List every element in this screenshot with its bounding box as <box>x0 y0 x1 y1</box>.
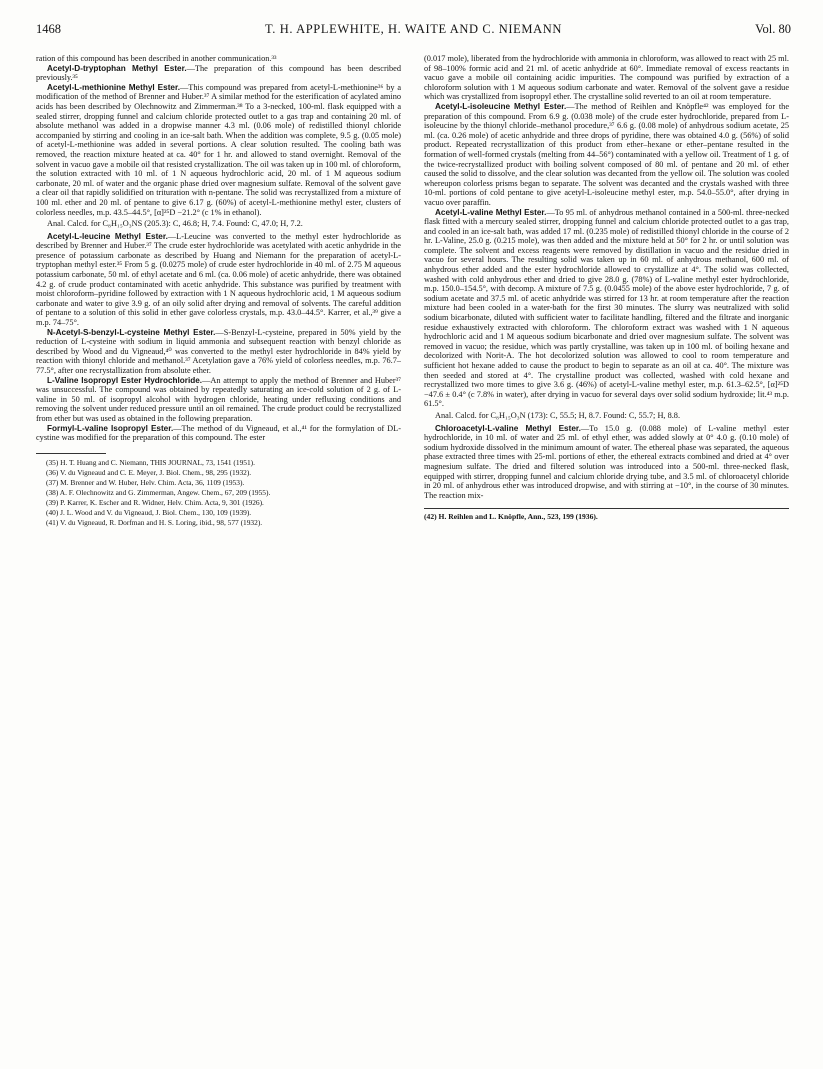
section-body: —The method of Reihlen and Knöpfle⁴² was employed for the preparation of this compound. From 6.9 g. (0.038 mole) of the crude ester hydrochloride, prepared from L-isoleucine by the thionyl chloride–methanol procedure,³⁷ 6.6 g. (0.08 mole) of anhydrous sodium acetate, 25 ml. (ca. 0.26 mole) of acetic anhydride and three drops of pyridine, there was obtained 4.0 g. (56%) of solid product. Repeated recrystallization of this product from ether–hexane or ether–pentane resulted in the formation of well-formed crystals (melting from 44–56°) contaminated with a yellow oil. Treatment of 1 g. of the twice-recrystallized product with boiling solvent composed of 80 ml. of pentane and 20 ml. of ether caused the solid to dissolve, and the clear solution was decanted from the yellow oil. The solution was cooled whereupon colorless prisms began to separate. The solvent was decanted and the crystals washed with three 10-ml. portions of cold pentane to give acetyl-L-isoleucine methyl ester, m.p. 54.0–55.0°, after drying in vacuo over paraffin. <box>424 101 789 207</box>
running-authors: T. H. APPLEWHITE, H. WAITE AND C. NIEMANN <box>264 22 563 36</box>
section-heading: Acetyl-L-leucine Methyl Ester. <box>47 231 168 241</box>
section-valine-isopropyl <box>36 376 401 424</box>
section-heading: Acetyl-L-isoleucine Methyl Ester. <box>435 101 567 111</box>
section-acetyl-isoleucine <box>424 102 789 208</box>
footnote: (38) A. F. Olechnowitz and G. Zimmerman, Angew. Chem., 67, 209 (1955). <box>46 487 271 497</box>
section-body: —S-Benzyl-L-cysteine, prepared in 50% yield by the reduction of L-cysteine with sodium in liquid ammonia and subsequent reaction with benzyl chloride as described by Wood and du Vigneaud,⁴⁰ was converted to the methyl ester hydrochloride in 84% yield by reaction with thionyl chloride and methanol.³⁷ Acetylation gave a 76% yield of colorless needles, m.p. 76.7–77.5°, after one recrystallization from absolute ether. <box>36 327 401 375</box>
right-column <box>424 54 789 1059</box>
analysis-valine: Anal. Calcd. for C₈H₁₅O₃N (173): C, 55.5; H, 8.7. Found: C, 55.7; H, 8.8. <box>435 410 681 420</box>
section-heading: Chloroacetyl-L-valine Methyl Ester. <box>435 423 581 433</box>
section-acetyl-valine <box>424 208 789 409</box>
footnote-divider <box>424 508 789 509</box>
section-acetyl-leucine <box>36 232 401 328</box>
footnote: (35) H. T. Huang and C. Niemann, THIS JOURNAL, 73, 1541 (1951). <box>46 457 255 467</box>
section-body: —The preparation of this compound has been described previously.³⁵ <box>36 63 401 83</box>
section-body: —This compound was prepared from acetyl-L-methionine³⁶ by a modification of the method of Brenner and Huber.³⁷ A similar method for the esterification of acylated amino acids has been described by Olechnowitz and Zimmerman.³⁸ To a 3-necked, 100-ml. flask equipped with a sealed stirrer, dropping funnel and calcium chloride protected outlet to a gas trap and containing 20 ml. of absolute methanol was added in a dropwise manner 4.3 ml. (0.06 mole) of redistilled thionyl chloride accompanied by stirring and cooling in an ice-salt bath. When the addition was complete, 9.5 g. (0.05 mole) of acetyl-L-methionine was added in several portions. A clear solution resulted. The cooling bath was removed, the reaction mixture heated at ca. 40° for 1 hr. and allowed to stand overnight. Removal of the solvent in vacuo gave a mobile oil that resisted crystallization. The oil was taken up in 100 ml. of chloroform, the solution extracted with 10 ml. of 1 N aqueous hydrochloric acid, 20 ml. of 1 M aqueous sodium carbonate, 20 ml. of water and the organic phase dried over magnesium sulfate. Removal of the solvent gave a clear oil that rapidly solidified on trituration with n-pentane. The solid was recrystallized from a mixture of 100 ml. ether and 20 ml. of pentane to give 6.17 g. (60%) of acetyl-L-methionine methyl ester, clusters of colorless needles, m.p. 43.5–44.5°, [α]²⁵D −21.2° (c 1% in ethanol). <box>36 82 401 217</box>
section-acetyl-methionine <box>36 83 401 217</box>
section-body: —An attempt to apply the method of Brenner and Huber³⁷ was unsuccessful. The compound was obtained by repeatedly saturating an ice-cold solution of 2 g. of L-valine in 50 ml. of isopropyl alcohol with hydrogen chloride, heating under refluxing conditions and removing the solvent under reduced pressure until an oil remained. The crude product could be recrystallized from ether but was used as obtained in the following preparation. <box>36 375 401 423</box>
section-heading: Acetyl-L-methionine Methyl Ester. <box>47 82 180 92</box>
continued-paragraph: ration of this compound has been described in another communication.³³ <box>36 54 277 63</box>
continued-paragraph: (0.017 mole), liberated from the hydrochloride with ammonia in chloroform, was allowed to react with 25 ml. of 98–100% formic acid and 21 ml. of acetic anhydride at 60°. Immediate removal of excess reactants in vacuo gave a mobile oil containing acidic impurities. The compound was purified by extraction of a chloroform solution with 1 M aqueous sodium carbonate and water. Removal of the solvent gave a residue which was crystallized from isopropyl ether. The crystalline solid reverted to an oil at room temperature. <box>424 54 789 102</box>
footnote: (41) V. du Vigneaud, R. Dorfman and H. S. Loring, ibid., 98, 577 (1932). <box>46 517 263 527</box>
section-heading: L-Valine Isopropyl Ester Hydrochloride. <box>47 375 203 385</box>
section-body: —L-Leucine was converted to the methyl ester hydrochloride as described by Brenner and Huber.³⁷ The crude ester hydrochloride was acetylated with acetic anhydride in the presence of potassium carbonate as described by Huang and Niemann for the preparation of acetyl-L-tryptophan methyl ester.³⁵ From 5 g. (0.0275 mole) of crude ester hydrochloride in 40 ml. of 2.75 M aqueous potassium carbonate, 50 ml. of ethyl acetate and 6 ml. (ca. 0.06 mole) of acetic anhydride, there was obtained 4.2 g. of crude product contaminated with acetic anhydride. This substance was purified by treatment with moist chloroform–pyridine followed by extraction with 1 N aqueous hydrochloric acid, 1 M aqueous sodium carbonate and water to give 3.9 g. of an oily solid after drying and removal of solvents. The careful addition of pentane to a solution of this solid in ether gave colorless crystals, m.p. 43.0–44.5°. Karrer, et al.,³⁹ give a m.p. 74–75°. <box>36 231 401 328</box>
section-heading: Acetyl-D-tryptophan Methyl Ester. <box>47 63 187 73</box>
volume-label: Vol. 80 <box>755 22 791 36</box>
analysis-methionine: Anal. Calcd. for C₈H₁₅O₃NS (205.3): C, 46.8; H, 7.4. Found: C, 47.0; H, 7.2. <box>47 219 303 229</box>
footnote: (37) M. Brenner and W. Huber, Helv. Chim. Acta, 36, 1109 (1953). <box>46 477 245 487</box>
footnote: (40) J. L. Wood and V. du Vigneaud, J. Biol. Chem., 130, 109 (1939). <box>46 507 252 517</box>
section-body: —The method of du Vigneaud, et al.,⁴¹ for the formylation of DL-cystine was modified for the preparation of this compound. The ester <box>36 423 401 443</box>
page-number: 1468 <box>36 22 61 36</box>
section-heading: N-Acetyl-S-benzyl-L-cysteine Methyl Ester. <box>47 327 216 337</box>
footnote-divider <box>36 453 106 454</box>
section-heading: Acetyl-L-valine Methyl Ester. <box>435 207 547 217</box>
section-body: —To 95 ml. of anhydrous methanol contained in a 500-ml. three-necked flask fitted with a mercury sealed stirrer, dropping funnel and calcium chloride protected outlet to a gas trap, and cooled in an ice-salt bath, was added 17 ml. (0.235 mole) of redistilled thionyl chloride in the course of 2 hr. L-Valine, 25.0 g. (0.215 mole), was then added and the mixture held at 50° for 2 hr. or until solution was complete. The solvent and excess reagents were removed by distillation in vacuo and the residue dried in vacuo for several hours. The resulting solid was taken up in 60 ml. of anhydrous methanol, 600 ml. of anhydrous ether added and the ester hydrochloride allowed to crystallize at 4°. The solid was collected, washed with cold anhydrous ether and dried to give 28.0 g. (78%) of L-valine methyl ester hydrochloride, m.p. 150.0–154.5°, with decomp. A mixture of 7.5 g. (0.0455 mole) of the above ester hydrochloride, 7 g. of sodium acetate and 37.5 ml. of acetic anhydride was stirred for 13 hr. at room temperature after the reaction mixture had been cooled in a water-bath for the first 30 minutes. The slurry was neutralized with solid sodium bicarbonate, diluted with sufficient water to facilitate handling, filtered and the filtrate and inorganic residue exhaustively extracted with chloroform. The chloroform extract was washed with 1 N aqueous hydrochloric acid and 1 M aqueous sodium bicarbonate and dried over magnesium sulfate. The solvent was removed in vacuo; the residue, which was partly crystalline, was taken up in 100 ml. of boiling hexane and decolorized with Norit-A. The hot decolorized solution was allowed to cool to room temperature and sufficient hot hexane added to cause the product to begin to separate as an oil at ca. 40°. The mixture was then seeded and stored at 4°. The crystalline product was collected, washed with cold hexane and recrystallized two more times to give 3.6 g. (46%) of acetyl-L-valine methyl ester, m.p. 61.3–62.5°, [α]²⁵D −47.6 ± 0.4° (c 7.8% in water), after drying in vacuo for several days over solid sodium hydroxide; lit.⁴³ m.p. 61.5°. <box>424 207 789 409</box>
section-chloroacetyl-valine <box>424 424 789 501</box>
section-acetyl-tryptophan <box>36 64 401 83</box>
section-heading: Formyl-L-valine Isopropyl Ester. <box>47 423 174 433</box>
section-acetyl-benzyl-cysteine <box>36 328 401 376</box>
section-formyl-valine <box>36 424 401 443</box>
left-column <box>36 54 401 1059</box>
footnote: (39) P. Karrer, K. Escher and R. Widner, Helv. Chim. Acta, 9, 301 (1926). <box>46 497 264 507</box>
section-body: —To 15.0 g. (0.088 mole) of L-valine methyl ester hydrochloride, in 10 ml. of water and 25 ml. of ethyl ether, was added slowly at 0° 4.0 g. (0.10 mole) of sodium hydroxide dissolved in the minimum amount of water. The ethereal phase was separated, the aqueous phase extracted three times with 25-ml. portions of ether, the ethereal extracts combined and dried at 4° over magnesium sulfate. The dried and filtered solution was introduced into a 500-ml. three-necked flask, equipped with stirrer, dropping funnel and calcium chloride drying tube, and 3.5 ml. of chloroacetyl chloride in 20 ml. of anhydrous ether was introduced dropwise, and with stirring at −10°, in the course of 30 minutes. The reaction mix- <box>424 423 789 500</box>
page-header <box>36 22 791 40</box>
footnote: (36) V. du Vigneaud and C. E. Meyer, J. Biol. Chem., 98, 295 (1932). <box>46 467 252 477</box>
footnote: (42) H. Reihlen and L. Knöpfle, Ann., 523, 199 (1936). <box>424 512 598 522</box>
